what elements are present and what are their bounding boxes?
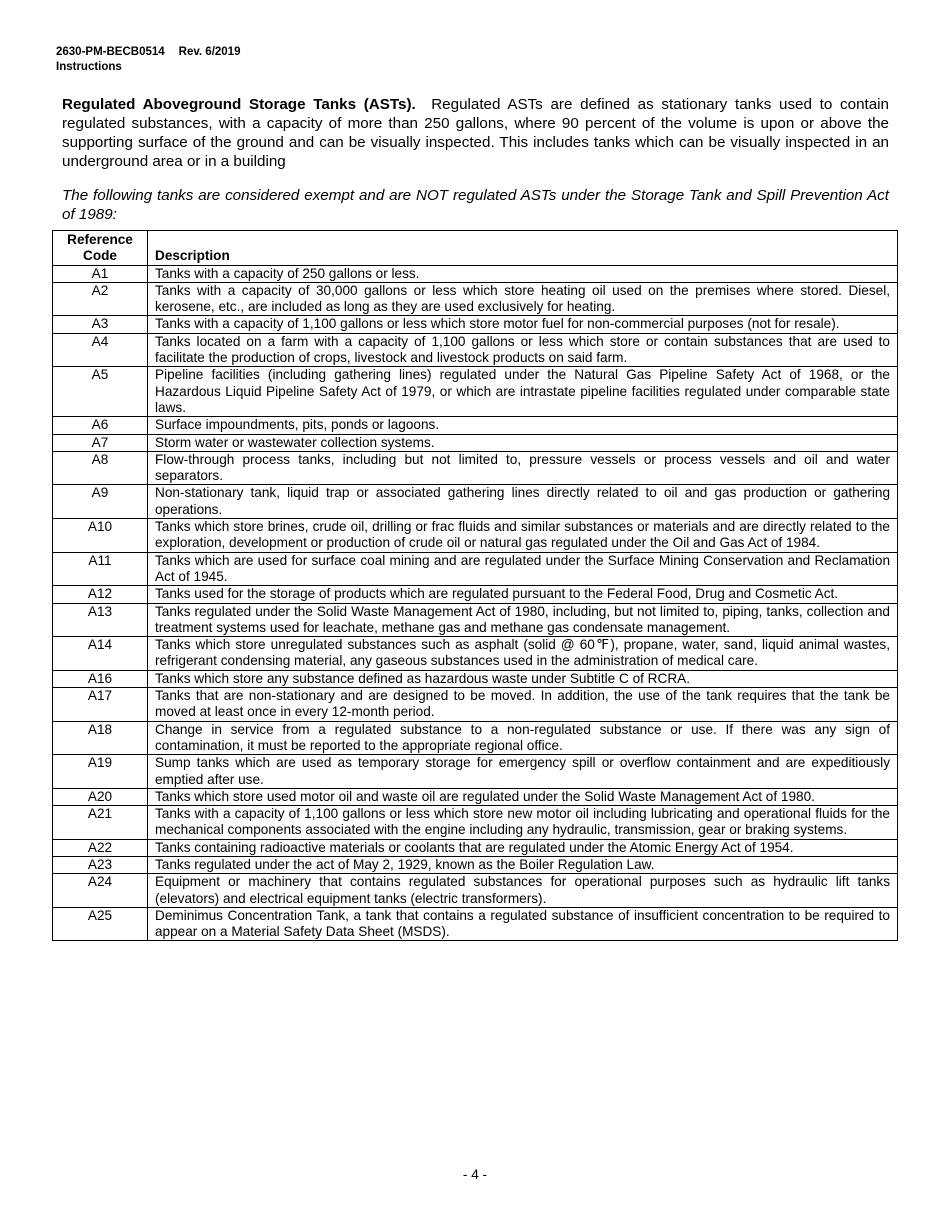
description: Tanks with a capacity of 250 gallons or less. [148, 265, 898, 282]
table-row [53, 417, 898, 434]
table-body [53, 265, 898, 941]
column-header-code: Reference Code [53, 231, 148, 266]
table-row [53, 434, 898, 451]
reference-code: A25 [53, 907, 148, 941]
reference-code: A9 [53, 485, 148, 519]
table-row [53, 367, 898, 417]
reference-code: A7 [53, 434, 148, 451]
table-row [53, 688, 898, 722]
reference-code: A19 [53, 755, 148, 789]
table-row [53, 874, 898, 908]
reference-code: A4 [53, 333, 148, 367]
reference-code: A3 [53, 316, 148, 333]
reference-code: A13 [53, 603, 148, 637]
table-row [53, 552, 898, 586]
column-header-description: Description [148, 231, 898, 266]
description: Tanks regulated under the Solid Waste Management Act of 1980, including, but not limited to, piping, tanks, collection and treatment systems used for leachate, methane gas and methane gas condensate management. [148, 603, 898, 637]
reference-code: A21 [53, 806, 148, 840]
reference-code: A8 [53, 451, 148, 485]
description: Tanks containing radioactive materials or coolants that are regulated under the Atomic Energy Act of 1954. [148, 839, 898, 856]
description: Tanks regulated under the act of May 2, 1929, known as the Boiler Regulation Law. [148, 856, 898, 873]
reference-code: A14 [53, 637, 148, 671]
intro-paragraph [62, 95, 889, 171]
reference-code: A1 [53, 265, 148, 282]
revision: Rev. 6/2019 [178, 46, 241, 58]
table-row [53, 907, 898, 941]
document-header [56, 45, 240, 74]
table-row [53, 788, 898, 805]
header-subtitle: Instructions [56, 60, 122, 73]
reference-code: A2 [53, 282, 148, 316]
description: Non-stationary tank, liquid trap or associated gathering lines directly related to oil and gas production or gathering operations. [148, 485, 898, 519]
table-row [53, 806, 898, 840]
description: Pipeline facilities (including gathering lines) regulated under the Natural Gas Pipeline Safety Act of 1968, or the Hazardous Liquid Pipeline Safety Act of 1979, or which are intrastate pipeline facilities regulated under comparable state laws. [148, 367, 898, 417]
reference-code: A16 [53, 670, 148, 687]
description: Change in service from a regulated substance to a non-regulated substance or use. If there was any sign of contamination, it must be reported to the appropriate regional office. [148, 721, 898, 755]
table-row [53, 586, 898, 603]
description: Tanks which store any substance defined as hazardous waste under Subtitle C of RCRA. [148, 670, 898, 687]
table-row [53, 670, 898, 687]
reference-code: A23 [53, 856, 148, 873]
description: Tanks with a capacity of 1,100 gallons or less which store new motor oil including lubricating and operational fluids for the mechanical components associated with the engine including any hydraulic, transmission, gear or braking systems. [148, 806, 898, 840]
reference-code: A11 [53, 552, 148, 586]
page-number: - 4 - [462, 1167, 488, 1182]
reference-code: A20 [53, 788, 148, 805]
description: Equipment or machinery that contains regulated substances for operational purposes such as hydraulic lift tanks (elevators) and electrical equipment tanks (electric transformers). [148, 874, 898, 908]
description: Tanks which store unregulated substances such as asphalt (solid @ 60℉), propane, water, sand, liquid animal wastes, refrigerant condensing material, any gaseous substances used in the administration of medical care. [148, 637, 898, 671]
intro-heading: Regulated Aboveground Storage Tanks (ASTs). [62, 96, 416, 113]
form-code-line [56, 45, 240, 60]
table-row [53, 451, 898, 485]
reference-code: A10 [53, 519, 148, 553]
table-row [53, 282, 898, 316]
exempt-note: The following tanks are considered exempt and are NOT regulated ASTs under the Storage Tank and Spill Prevention Act of 1989: [62, 187, 889, 223]
description: Tanks which are used for surface coal mining and are regulated under the Surface Mining Conservation and Reclamation Act of 1945. [148, 552, 898, 586]
reference-code: A12 [53, 586, 148, 603]
exempt-tanks-table [52, 230, 898, 941]
table-row [53, 839, 898, 856]
description: Tanks located on a farm with a capacity of 1,100 gallons or less which store or contain substances that are used to facilitate the production of crops, livestock and livestock products on said farm. [148, 333, 898, 367]
description: Tanks which store brines, crude oil, drilling or frac fluids and similar substances or materials and are directly related to the exploration, development or production of crude oil or natural gas regulated under the Oil and Gas Act of 1984. [148, 519, 898, 553]
reference-code: A22 [53, 839, 148, 856]
reference-code: A6 [53, 417, 148, 434]
description: Tanks used for the storage of products which are regulated pursuant to the Federal Food, Drug and Cosmetic Act. [148, 586, 898, 603]
description: Tanks with a capacity of 1,100 gallons or less which store motor fuel for non-commercial purposes (not for resale). [148, 316, 898, 333]
reference-code: A24 [53, 874, 148, 908]
description: Deminimus Concentration Tank, a tank that contains a regulated substance of insufficient concentration to be required to appear on a Material Safety Data Sheet (MSDS). [148, 907, 898, 941]
table-row [53, 485, 898, 519]
table-row [53, 316, 898, 333]
reference-code: A17 [53, 688, 148, 722]
table-row [53, 333, 898, 367]
reference-code: A5 [53, 367, 148, 417]
table-row [53, 755, 898, 789]
description: Storm water or wastewater collection systems. [148, 434, 898, 451]
table-row [53, 603, 898, 637]
form-code: 2630-PM-BECB0514 [56, 46, 165, 58]
description: Sump tanks which are used as temporary storage for emergency spill or overflow containment and are expeditiously emptied after use. [148, 755, 898, 789]
table-row [53, 519, 898, 553]
description: Tanks that are non-stationary and are designed to be moved. In addition, the use of the tank requires that the tank be moved at least once in every 12-month period. [148, 688, 898, 722]
table-row [53, 265, 898, 282]
description: Surface impoundments, pits, ponds or lagoons. [148, 417, 898, 434]
description: Flow-through process tanks, including but not limited to, pressure vessels or process vessels and oil and water separators. [148, 451, 898, 485]
description: Tanks which store used motor oil and waste oil are regulated under the Solid Waste Management Act of 1980. [148, 788, 898, 805]
table-header-row [53, 231, 898, 266]
intro-body: Regulated ASTs are defined as stationary tanks used to contain regulated substances, with a capacity of more than 250 gallons, where 90 percent of the volume is upon or above the supporting surface of the ground and can be visually inspected. This includes tanks which can be visually inspected in an underground area or in a building [62, 96, 889, 170]
reference-code: A18 [53, 721, 148, 755]
table-row [53, 637, 898, 671]
table-row [53, 856, 898, 873]
table-row [53, 721, 898, 755]
description: Tanks with a capacity of 30,000 gallons or less which store heating oil used on the premises where stored. Diesel, kerosene, etc., are included as long as they are used exclusively for heating. [148, 282, 898, 316]
